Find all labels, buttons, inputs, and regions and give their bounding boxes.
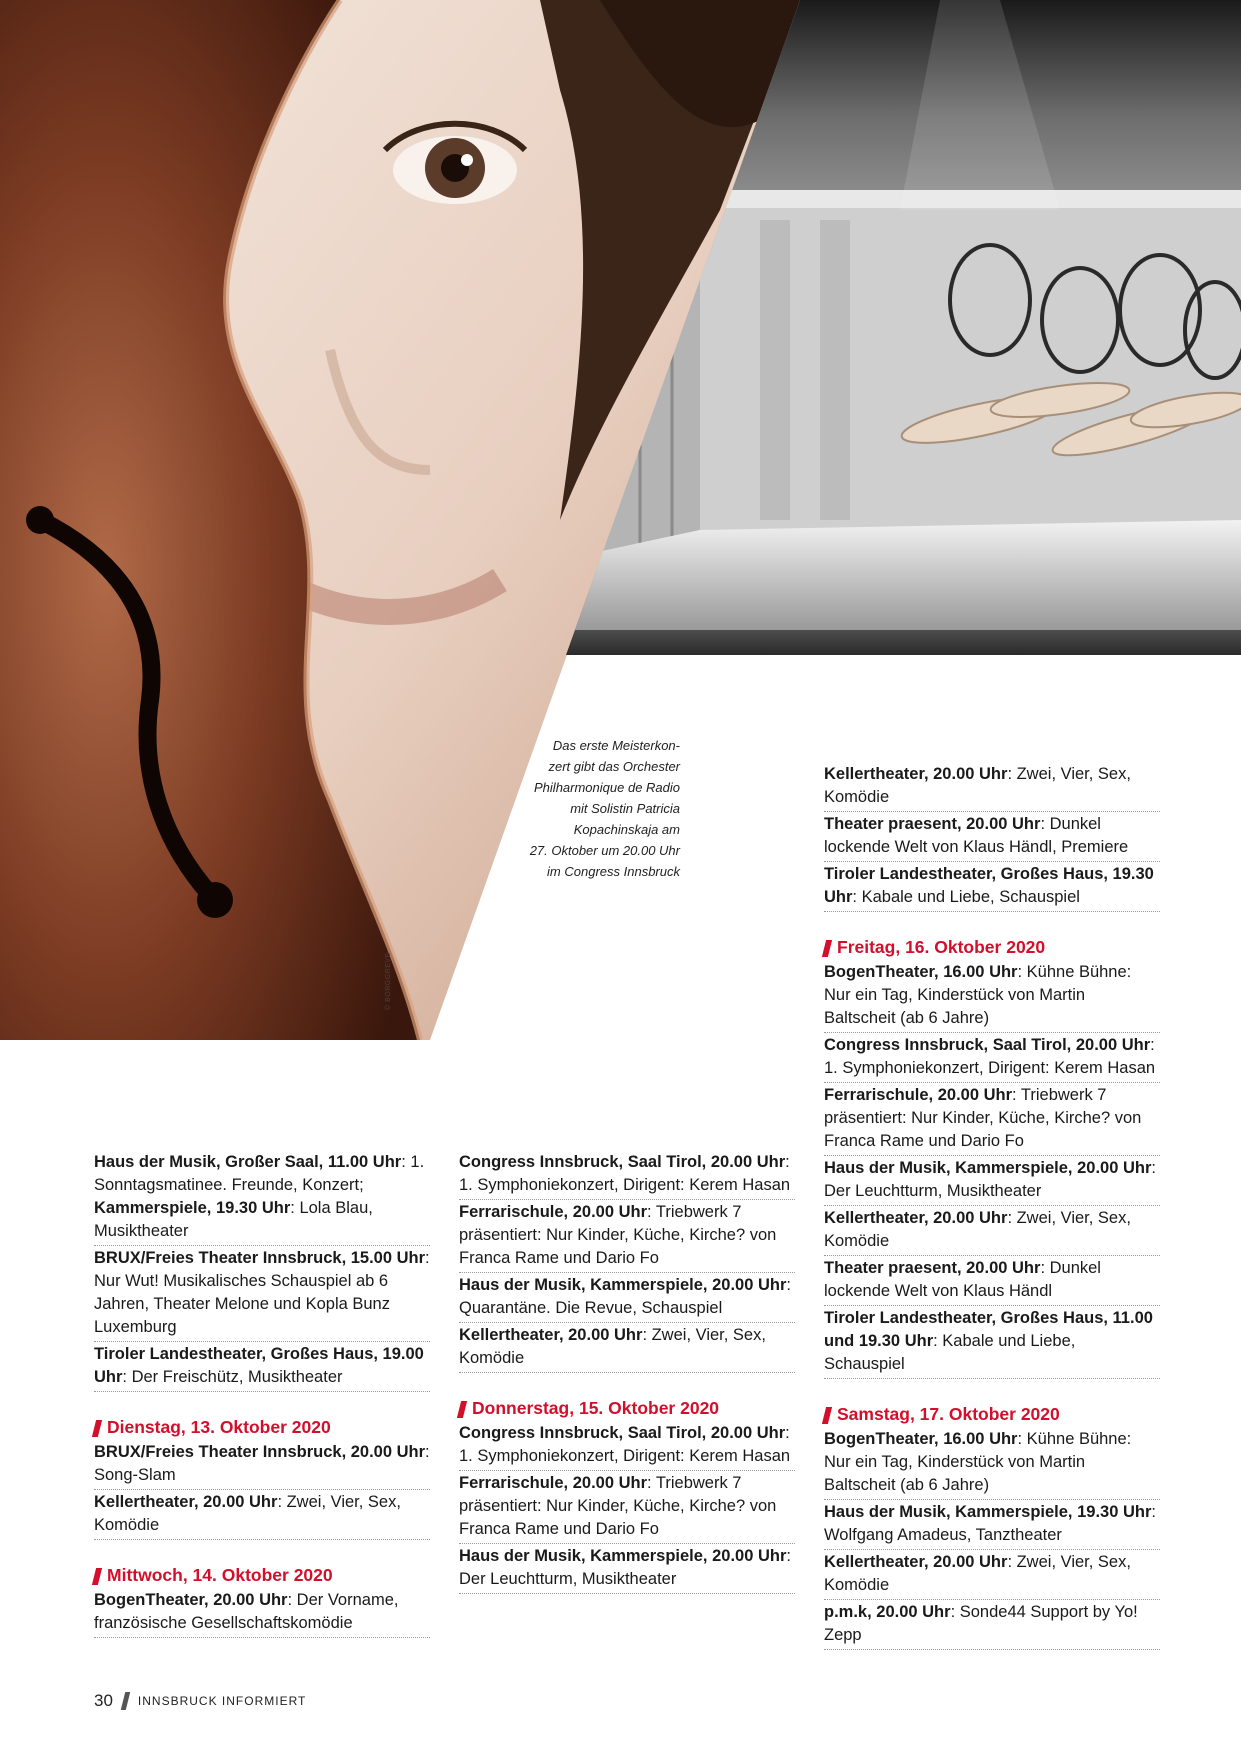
event-description: : Der Vorname, französische Gesellschaftskomödie (94, 1591, 399, 1632)
venue-time: Kellertheater, 20.00 Uhr (459, 1326, 643, 1344)
day-title: Donnerstag, 15. Oktober 2020 (472, 1398, 720, 1418)
event-description: : 1. Symphoniekonzert, Dirigent: Kerem Hasan (459, 1424, 791, 1465)
event-entry (824, 960, 1160, 1033)
venue-time: BogenTheater, 20.00 Uhr (94, 1591, 288, 1609)
venue-time: Haus der Musik, Großer Saal, 11.00 Uhr (94, 1153, 402, 1171)
event-entry (94, 1440, 430, 1490)
day-heading (824, 1403, 1160, 1426)
event-description: : Quarantäne. Die Revue, Schauspiel (459, 1276, 791, 1317)
caption-line: zert gibt das Orchester (548, 759, 680, 774)
page-number: 30 (94, 1691, 113, 1710)
venue-time: Tiroler Landestheater, Großes Haus, 11.00 und 19.30 Uhr (824, 1309, 1153, 1350)
event-description: : Triebwerk 7 präsentiert: Nur Kinder, Küche, Kirche? von Franca Rame und Dario Fo (459, 1474, 777, 1538)
photo-credit: © BORGGREVE (385, 952, 392, 1010)
venue-time: BRUX/Freies Theater Innsbruck, 15.00 Uhr (94, 1249, 426, 1267)
red-slash-mark (92, 1420, 102, 1437)
event-description: : Dunkel lockende Welt von Klaus Händl, Premiere (824, 815, 1129, 856)
venue-time: Congress Innsbruck, Saal Tirol, 20.00 Uhr (459, 1153, 786, 1171)
venue-time: Congress Innsbruck, Saal Tirol, 20.00 Uhr (459, 1424, 786, 1442)
venue-time: Kellertheater, 20.00 Uhr (824, 765, 1008, 783)
event-entry (824, 1427, 1160, 1500)
day-heading (459, 1397, 795, 1420)
event-entry (824, 1256, 1160, 1306)
venue-time: Tiroler Landestheater, Großes Haus, 19.30 Uhr (824, 865, 1154, 906)
venue-time: Haus der Musik, Kammerspiele, 20.00 Uhr (824, 1159, 1152, 1177)
event-entry (459, 1471, 795, 1544)
day-heading (94, 1564, 430, 1587)
event-entry (824, 1500, 1160, 1550)
venue-time: BogenTheater, 16.00 Uhr (824, 1430, 1018, 1448)
venue-time: Kellertheater, 20.00 Uhr (824, 1553, 1008, 1571)
event-entry (459, 1544, 795, 1594)
event-description: : Der Freischütz, Musiktheater (122, 1368, 343, 1386)
event-entry (824, 1206, 1160, 1256)
event-description: : Wolfgang Amadeus, Tanztheater (824, 1503, 1156, 1544)
event-entry (824, 1033, 1160, 1083)
venue-time: Kellertheater, 20.00 Uhr (824, 1209, 1008, 1227)
event-entry (824, 1083, 1160, 1156)
event-description: : Kühne Bühne: Nur ein Tag, Kinderstück von Martin Baltscheit (ab 6 Jahre) (824, 1430, 1132, 1494)
event-entry (94, 1342, 430, 1392)
event-entry (94, 1150, 430, 1246)
red-slash-mark (822, 940, 832, 957)
event-description: : Dunkel lockende Welt von Klaus Händl (824, 1259, 1101, 1300)
red-slash-mark (822, 1407, 832, 1424)
venue-time: BRUX/Freies Theater Innsbruck, 20.00 Uhr (94, 1443, 426, 1461)
event-description: : Lola Blau, Musiktheater (94, 1199, 373, 1240)
venue-time: Haus der Musik, Kammerspiele, 20.00 Uhr (459, 1547, 787, 1565)
event-entry (824, 1550, 1160, 1600)
venue-time: Ferrarischule, 20.00 Uhr (824, 1086, 1013, 1104)
event-column-1 (94, 1150, 430, 1638)
caption-line: Philharmonique de Radio (534, 780, 680, 795)
caption-line: mit Solistin Patricia (570, 801, 680, 816)
page-footer (94, 1690, 306, 1712)
event-entry (459, 1150, 795, 1200)
event-description: : Kabale und Liebe, Schauspiel (852, 888, 1080, 906)
event-description: : Sonde44 Support by Yo! Zepp (824, 1603, 1138, 1644)
venue-time: Tiroler Landestheater, Großes Haus, 19.00 Uhr (94, 1345, 424, 1386)
event-description: : Der Leuchtturm, Musiktheater (824, 1159, 1156, 1200)
event-description: : Song-Slam (94, 1443, 430, 1484)
event-description: : 1. Symphoniekonzert, Dirigent: Kerem Hasan (824, 1036, 1156, 1077)
event-description: : Triebwerk 7 präsentiert: Nur Kinder, Küche, Kirche? von Franca Rame und Dario Fo (459, 1203, 777, 1267)
publication-name: INNSBRUCK INFORMIERT (137, 1694, 307, 1708)
event-description: : Zwei, Vier, Sex, Komödie (94, 1493, 401, 1534)
event-column-3 (824, 762, 1160, 1650)
event-entry (94, 1490, 430, 1540)
event-entry (824, 812, 1160, 862)
event-description: : Nur Wut! Musikalisches Schauspiel ab 6 Jahren, Theater Melone und Kopla Bunz Luxemburg (94, 1249, 430, 1336)
event-entry (459, 1200, 795, 1273)
event-entry (824, 1156, 1160, 1206)
event-description: : Zwei, Vier, Sex, Komödie (824, 1209, 1131, 1250)
venue-time: Kellertheater, 20.00 Uhr (94, 1493, 278, 1511)
event-description: : Kühne Bühne: Nur ein Tag, Kinderstück von Martin Baltscheit (ab 6 Jahre) (824, 963, 1132, 1027)
footer-slash-mark (121, 1692, 130, 1710)
event-entry (459, 1273, 795, 1323)
venue-time: Ferrarischule, 20.00 Uhr (459, 1203, 648, 1221)
day-title: Dienstag, 13. Oktober 2020 (107, 1417, 331, 1437)
venue-time: Ferrarischule, 20.00 Uhr (459, 1474, 648, 1492)
day-heading (824, 936, 1160, 959)
event-entry (459, 1323, 795, 1373)
venue-time: Theater praesent, 20.00 Uhr (824, 815, 1041, 833)
venue-time: Kammerspiele, 19.30 Uhr (94, 1199, 291, 1217)
red-slash-mark (457, 1401, 467, 1418)
venue-time: Theater praesent, 20.00 Uhr (824, 1259, 1041, 1277)
caption-line: Das erste Meisterkon- (552, 738, 680, 753)
event-description: : 1. Symphoniekonzert, Dirigent: Kerem Hasan (459, 1153, 791, 1194)
venue-time: Congress Innsbruck, Saal Tirol, 20.00 Uhr (824, 1036, 1151, 1054)
event-entry (94, 1588, 430, 1638)
day-title: Freitag, 16. Oktober 2020 (837, 937, 1046, 957)
caption-line: 27. Oktober um 20.00 Uhr (529, 843, 680, 858)
venue-time: p.m.k, 20.00 Uhr (824, 1603, 951, 1621)
day-title: Samstag, 17. Oktober 2020 (837, 1404, 1060, 1424)
event-entry (824, 1306, 1160, 1379)
event-entry (824, 862, 1160, 912)
venue-time: Haus der Musik, Kammerspiele, 20.00 Uhr (459, 1276, 787, 1294)
day-title: Mittwoch, 14. Oktober 2020 (107, 1565, 333, 1585)
event-description: : Zwei, Vier, Sex, Komödie (459, 1326, 766, 1367)
caption-line: im Congress Innsbruck (547, 864, 680, 879)
caption-line: Kopachinskaja am (573, 822, 680, 837)
event-entry (824, 1600, 1160, 1650)
event-description: : Zwei, Vier, Sex, Komödie (824, 765, 1131, 806)
event-column-2 (459, 1150, 795, 1594)
venue-time: Haus der Musik, Kammerspiele, 19.30 Uhr (824, 1503, 1152, 1521)
event-entry (824, 762, 1160, 812)
event-description: : Der Leuchtturm, Musiktheater (459, 1547, 791, 1588)
event-entry (94, 1246, 430, 1342)
event-entry (459, 1421, 795, 1471)
event-description: : Triebwerk 7 präsentiert: Nur Kinder, Küche, Kirche? von Franca Rame und Dario Fo (824, 1086, 1142, 1150)
day-heading (94, 1416, 430, 1439)
event-description: : Kabale und Liebe, Schauspiel (824, 1332, 1076, 1373)
event-description: : Zwei, Vier, Sex, Komödie (824, 1553, 1131, 1594)
event-description: : 1. Sonntagsmatinee. Freunde, Konzert; (94, 1153, 425, 1194)
photo-caption (470, 735, 680, 882)
red-slash-mark (92, 1568, 102, 1585)
venue-time: BogenTheater, 16.00 Uhr (824, 963, 1018, 981)
